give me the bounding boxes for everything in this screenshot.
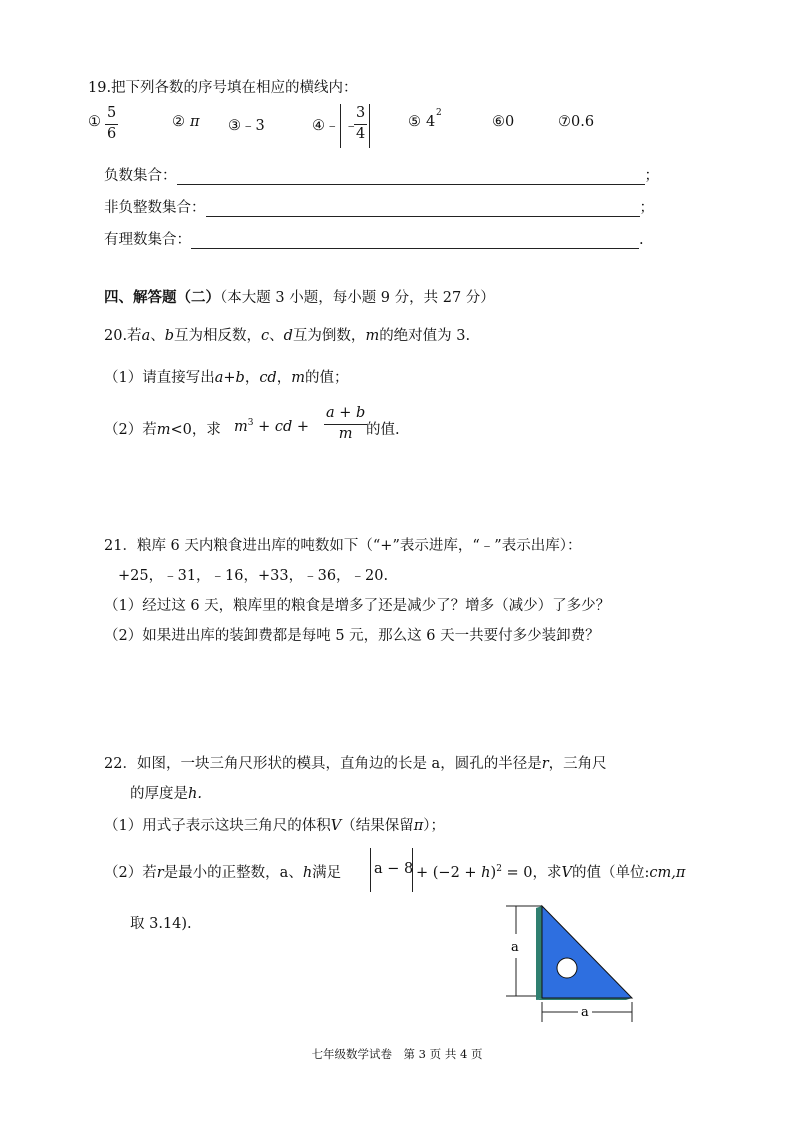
text [104,861,341,882]
blank-end: ； [644,168,659,184]
var-h: h [481,865,491,881]
text: ) [490,865,497,881]
text: 、 [269,328,284,344]
abs-bar-right [412,848,413,892]
var-v: V [330,818,342,834]
blank-rational-set [104,228,644,249]
text: ）； [423,818,445,834]
item5-base: 4 [426,114,436,130]
section-heading [104,286,495,307]
text: 互为相反数， [174,328,262,344]
item4-denominator: 4 [356,125,366,142]
var-r: r [541,756,549,772]
blank-label: 有理数集合： [104,232,191,248]
text: 的值. [366,422,400,438]
numerator: a + b [324,404,367,425]
blank-label: 负数集合： [104,168,177,184]
exponent: 3 [247,418,254,428]
item4-numerator: 3 [354,104,367,125]
var-v: V [561,865,572,881]
expression [234,418,309,435]
text: + (−2 + [416,865,482,881]
item4-inner-sign: ﹣ [344,118,359,134]
item4-mark: ④﹣ [312,118,340,134]
var-d: d [283,328,293,344]
exponent: 2 [496,864,502,875]
text: 的值（单位: [572,865,650,881]
var-h: h. [188,786,202,802]
item1-denominator: 6 [107,125,117,142]
item5-exponent: 2 [436,108,442,118]
triangle-side [536,906,542,1000]
item4-abs-right [369,104,370,148]
text: （结果保留 [341,818,414,834]
abs-inner: a − 8 [374,861,414,877]
q20-part1 [104,366,348,387]
q21-part2: （2）如果进出库的装卸费都是每吨 5 元，那么这 6 天一共要付多少装卸费？ [104,628,600,644]
blank-nonneg-integer-set [104,196,654,217]
var-m: m [365,328,380,344]
item6: ⑥0 [492,114,515,130]
item1-numerator: 5 [105,104,118,125]
expr-cd: cd [259,370,277,386]
text: + [292,418,310,435]
text: 22．如图，一块三角尺形状的模具，直角边的长是 a，圆孔的半径是 [104,756,542,772]
pi-symbol: π [413,818,424,834]
var-h: h [302,865,313,881]
text: （2）若 [104,865,157,881]
answer-line [191,232,639,249]
item2-value: π [190,114,200,130]
q21-data: +25，﹣31，﹣16，+33，﹣36，﹣20. [118,568,389,584]
expression-rest [416,861,685,882]
triangle-ruler-figure [492,902,642,1024]
item3: ③﹣3 [228,118,265,134]
text: 互为倒数， [292,328,366,344]
page-footer: 七年级数学试卷 第 3 页 共 4 页 [311,1047,483,1061]
q22-stem-line2 [130,782,202,803]
label-a-bottom: a [581,1005,589,1020]
section-note: （本大题 3 小题，每小题 9 分，共 27 分） [220,290,495,306]
text: 的值； [304,370,349,386]
text: + [253,418,275,435]
q22-stem [104,752,607,773]
text: （1）请直接写出 [104,370,215,386]
text: <0，求 [170,422,221,438]
blank-end: . [639,232,644,248]
text: 、 [150,328,165,344]
text: 满足 [312,865,342,881]
text: 是最小的正整数，a、 [163,865,303,881]
blank-end: ； [639,200,654,216]
circular-hole [557,958,577,978]
item4-abs-left [340,104,341,148]
label-a-left: a [511,940,519,955]
q19-title: 19.把下列各数的序号填在相应的横线内： [88,80,358,96]
blank-negative-set [104,164,659,185]
unit-cm-pi: cm,π [649,865,686,881]
q21-stem: 21．粮库 6 天内粮食进出库的吨数如下（“+”表示进库，“﹣”表示出库）： [104,538,582,554]
fraction [324,404,367,444]
item5-mark: ⑤ [408,114,421,130]
answer-line [177,168,645,185]
text [104,418,221,439]
q22-part2-line2: 取 3.14). [130,916,192,932]
text: （1）用式子表示这块三角尺的体积 [104,818,331,834]
denominator: m [338,425,353,442]
text: 20.若 [104,328,142,344]
var-c: c [261,328,270,344]
section-title: 四、解答题（二） [104,289,220,306]
text: ， [244,370,260,386]
text: 的绝对值为 3. [379,328,471,344]
abs-bar-left [370,848,371,892]
var-r: r [156,865,164,881]
var-m: m [234,418,248,435]
triangle-face [542,906,632,998]
text: ，三角尺 [548,756,607,772]
q20-stem [104,324,470,345]
text: ，求 [532,865,562,881]
item2-mark: ② [172,114,185,130]
text: = 0 [501,865,533,881]
var-m: m [156,422,171,438]
var-b: b [164,328,175,344]
text: ， [276,370,292,386]
answer-line [206,200,640,217]
item7: ⑦0.6 [558,114,595,130]
item1-fraction [105,104,118,144]
expr-cd: cd [274,418,293,435]
blank-label: 非负整数集合： [104,200,206,216]
q21-part1: （1）经过这 6 天，粮库里的粮食是增多了还是减少了？增多（减少）了多少？ [104,598,611,614]
expr-a-plus-b: a+b [214,370,245,386]
item4-fraction [354,104,367,144]
text: （2）若 [104,422,157,438]
text: 的厚度是 [130,786,188,802]
item1-mark: ① [88,114,101,130]
var-a: a [141,328,151,344]
expr-m: m [291,370,305,386]
q22-part1 [104,814,445,835]
